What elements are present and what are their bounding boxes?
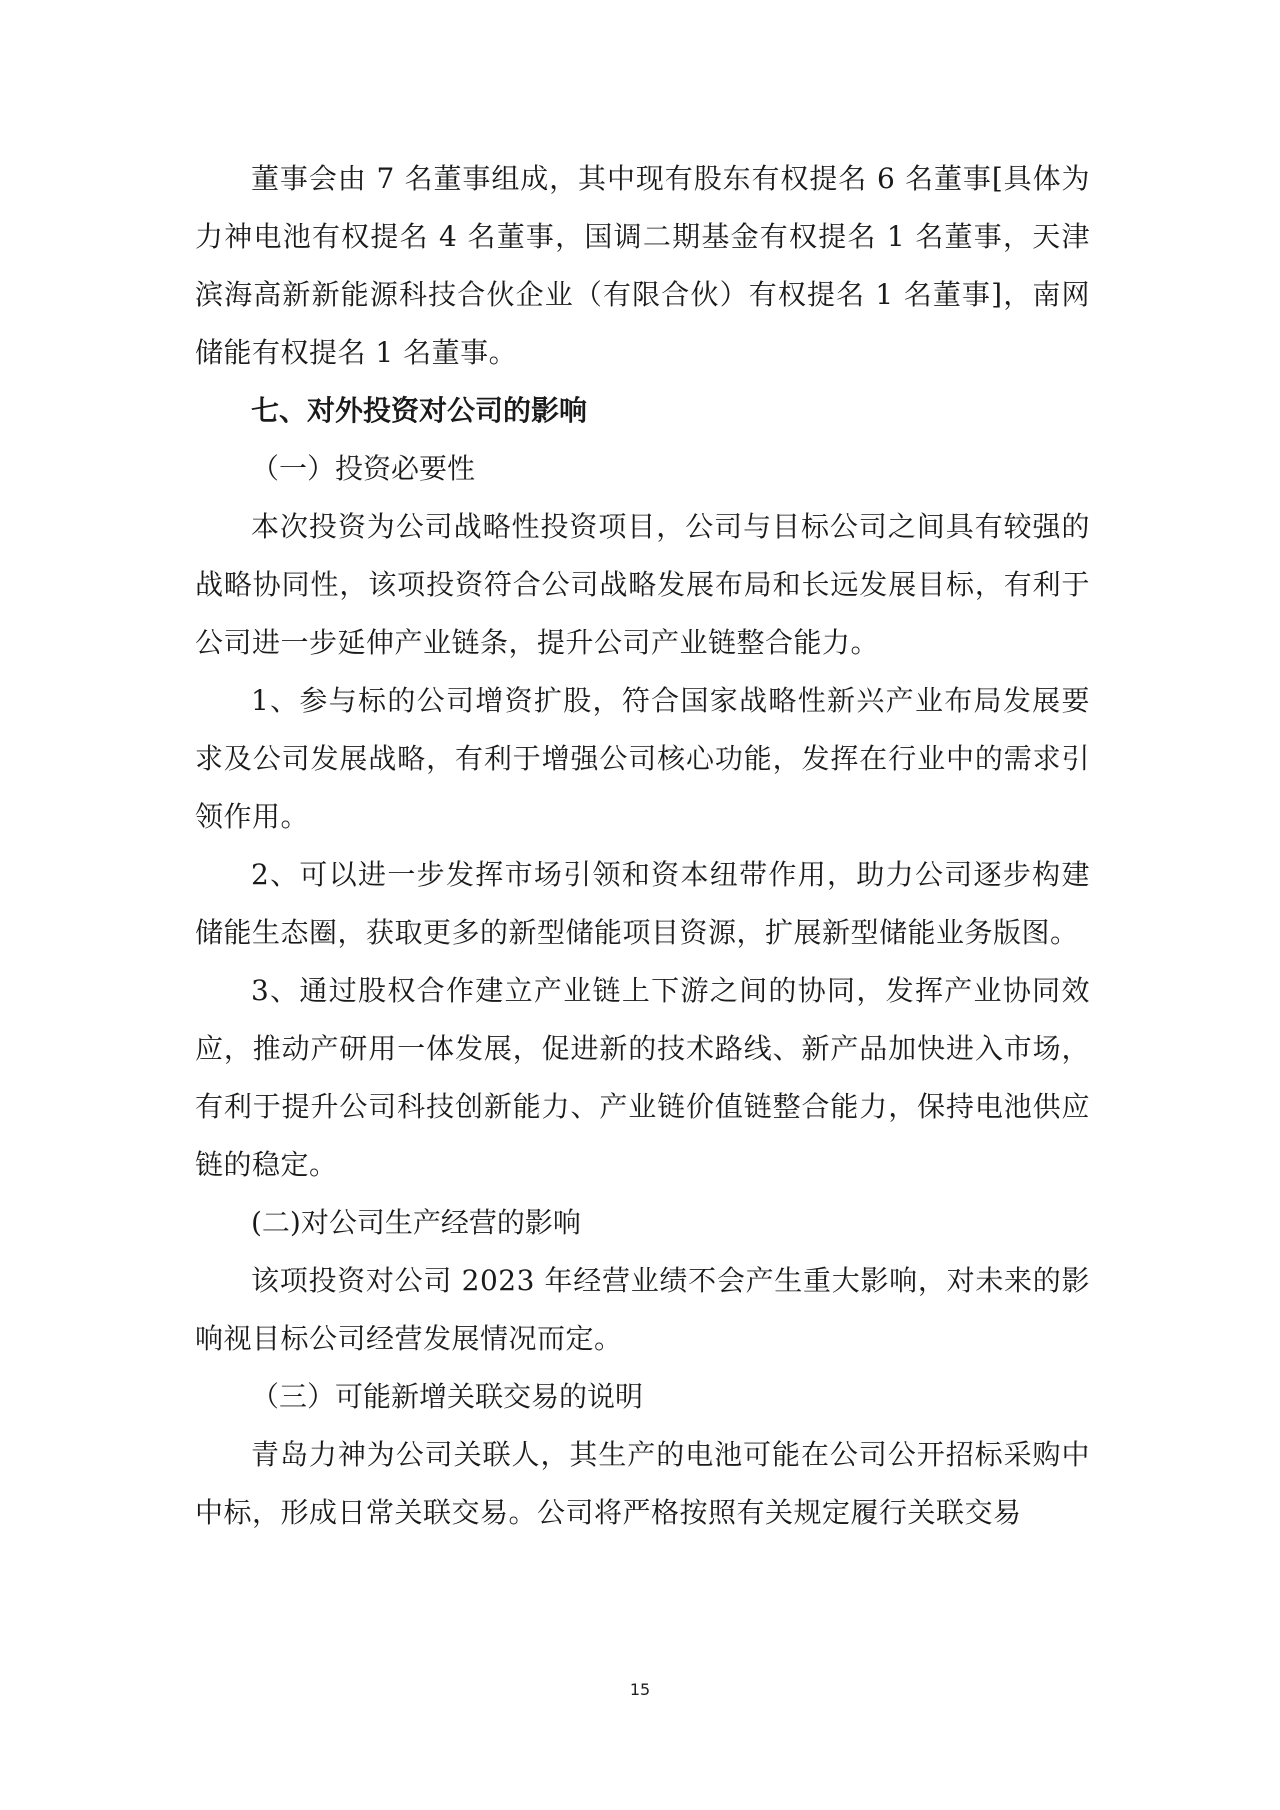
subheading-investment-necessity: （一）投资必要性 — [251, 452, 476, 485]
paragraph-strategic-investment: 本次投资为公司战略性投资项目，公司与目标公司之间具有较强的战略协同性，该项投资符合公司战略发展布局和长远发展目标，有利于公司进一步延伸产业链条，提升公司产业链整合能力。 — [195, 510, 1090, 659]
subheading-operations-impact: (二)对公司生产经营的影响 — [251, 1206, 581, 1239]
section-heading-investment-impact: 七、对外投资对公司的影响 — [251, 394, 588, 427]
subheading-related-transactions: （三）可能新增关联交易的说明 — [251, 1380, 644, 1413]
paragraph-operations-impact: 该项投资对公司 2023 年经营业绩不会产生重大影响，对未来的影响视目标公司经营发展情况而定。 — [195, 1264, 1090, 1355]
document-body — [195, 150, 1090, 1542]
paragraph-point-3: 3、通过股权合作建立产业链上下游之间的协同，发挥产业协同效应，推动产研用一体发展，促进新的技术路线、新产品加快进入市场，有利于提升公司科技创新能力、产业链价值链整合能力，保持电池供应链的稳定。 — [195, 974, 1090, 1181]
paragraph-point-2: 2、可以进一步发挥市场引领和资本纽带作用，助力公司逐步构建储能生态圈，获取更多的新型储能项目资源，扩展新型储能业务版图。 — [195, 858, 1090, 949]
page-number: 15 — [629, 1680, 651, 1699]
paragraph-point-1: 1、参与标的公司增资扩股，符合国家战略性新兴产业布局发展要求及公司发展战略，有利于增强公司核心功能，发挥在行业中的需求引领作用。 — [195, 684, 1090, 833]
paragraph-board-composition: 董事会由 7 名董事组成，其中现有股东有权提名 6 名董事[具体为力神电池有权提名 4 名董事，国调二期基金有权提名 1 名董事，天津滨海高新新能源科技合伙企业（有限合伙）有权提名 1 名董事]，南网储能有权提名 1 名董事。 — [195, 162, 1090, 369]
paragraph-related-transactions: 青岛力神为公司关联人，其生产的电池可能在公司公开招标采购中中标，形成日常关联交易。公司将严格按照有关规定履行关联交易 — [195, 1438, 1090, 1529]
